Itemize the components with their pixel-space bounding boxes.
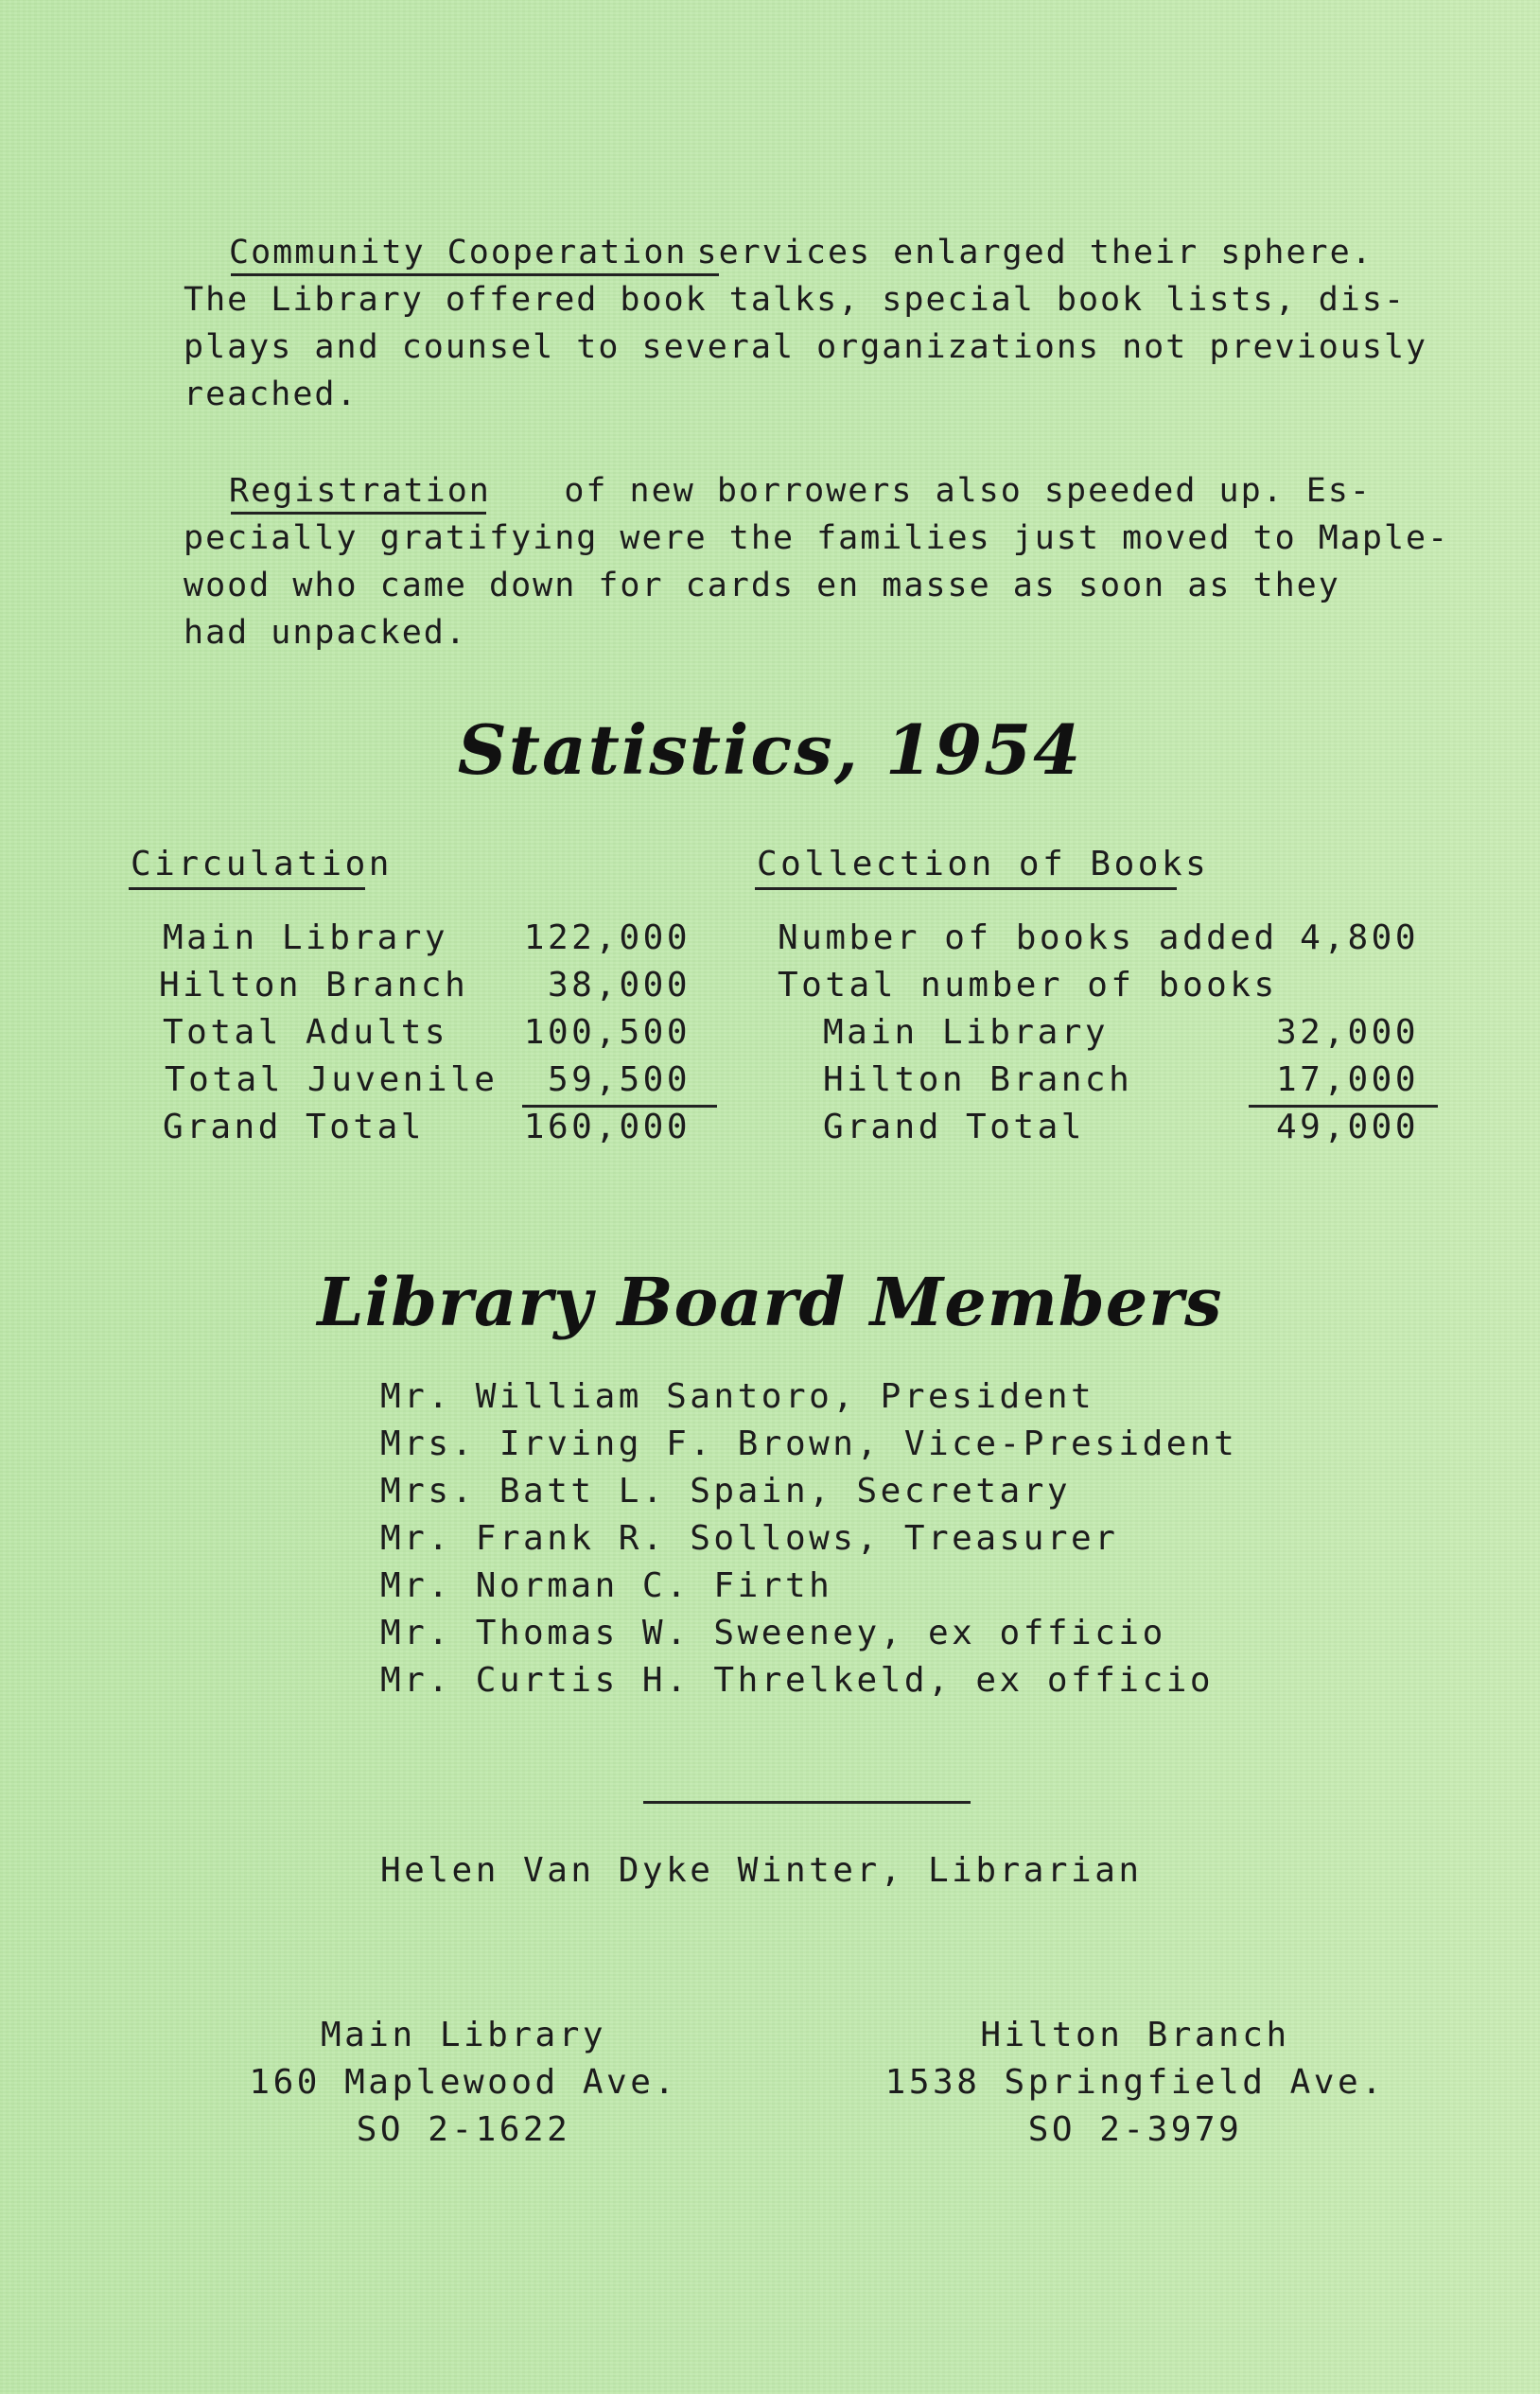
board-member-4: Mr. Frank R. Sollows, Treasurer [380,1519,1119,1558]
main-library-phone: SO 2-1622 [356,2110,571,2149]
board-title: Library Board Members [317,1263,1223,1341]
collection-value-books-added: 4,800 [1300,918,1419,957]
registration-line-1 [184,467,1372,515]
registration-line-2-text: pecially gratifying were the families just moved to Maple- [184,519,1450,557]
community-line-2 [184,276,1407,323]
hilton-branch-name: Hilton Branch [980,2016,1290,2054]
collection-value-hilton-branch: 17,000 [1275,1060,1419,1099]
circulation-heading-underline [129,887,365,890]
collection-label-grand-total: Grand Total [823,1108,1085,1146]
collection-label-hilton-branch: Hilton Branch [823,1060,1133,1099]
community-line-1 [184,229,1372,276]
registration-line-3-text: wood who came down for cards en masse as soon as they [184,567,1340,604]
collection-heading: Collection of Books [757,845,1210,883]
board-member-7: Mr. Curtis H. Threlkeld, ex officio [380,1661,1215,1700]
librarian-name: Helen Van Dyke Winter, Librarian [380,1851,1143,1890]
community-underline [231,273,719,276]
board-member-5: Mr. Norman C. Firth [380,1566,833,1605]
registration-underline [231,512,486,515]
board-member-3: Mrs. Batt L. Spain, Secretary [380,1472,1072,1511]
circulation-value-total-adults: 100,500 [523,1013,691,1052]
circulation-label-grand-total: Grand Total [163,1108,425,1146]
hilton-branch-street: 1538 Springfield Ave. [884,2063,1386,2102]
circulation-value-main-library: 122,000 [523,918,691,957]
community-line-2-text: The Library offered book talks, special book lists, dis- [184,281,1407,319]
circulation-value-grand-total: 160,000 [523,1108,691,1146]
registration-line-1-text: of new borrowers also speeded up. Es- [564,472,1372,510]
collection-heading-underline [755,887,1177,890]
circulation-value-hilton-branch: 38,000 [547,966,691,1005]
registration-line-3 [184,562,1372,609]
registration-line-4 [184,609,1372,656]
registration-heading: Registration [229,472,491,510]
community-line-4 [184,371,1372,418]
community-line-4-text: reached. [184,376,359,413]
circulation-label-total-adults: Total Adults [163,1013,449,1052]
collection-value-grand-total: 49,000 [1275,1108,1419,1146]
board-member-6: Mr. Thomas W. Sweeney, ex officio [380,1614,1166,1652]
circulation-label-total-juvenile: Total Juvenile [165,1060,499,1099]
board-member-1: Mr. William Santoro, President [380,1377,1095,1416]
circulation-heading: Circulation [131,845,393,883]
board-member-2: Mrs. Irving F. Brown, Vice-President [380,1424,1238,1463]
community-heading: Community Cooperation [229,234,688,271]
community-line-1-text: services enlarged their sphere. [696,234,1374,271]
circulation-label-main-library: Main Library [163,918,449,957]
collection-label-main-library: Main Library [823,1013,1110,1052]
registration-line-2 [184,515,1450,562]
collection-value-main-library: 32,000 [1275,1013,1419,1052]
collection-label-books-added: Number of books added [778,918,1278,957]
community-paragraph [184,229,1428,418]
registration-line-4-text: had unpacked. [184,614,467,652]
community-line-3-text: plays and counsel to several organizations not previously [184,328,1428,366]
main-library-street: 160 Maplewood Ave. [249,2063,678,2102]
community-line-3 [184,323,1428,371]
collection-label-total-books: Total number of books [778,966,1278,1005]
registration-paragraph [184,467,1450,656]
circulation-value-total-juvenile: 59,500 [547,1060,691,1099]
circulation-label-hilton-branch: Hilton Branch [159,966,469,1005]
section-divider [643,1801,971,1804]
hilton-branch-phone: SO 2-3979 [1027,2110,1243,2149]
statistics-title: Statistics, 1954 [457,709,1083,790]
main-library-name: Main Library [320,2016,607,2054]
